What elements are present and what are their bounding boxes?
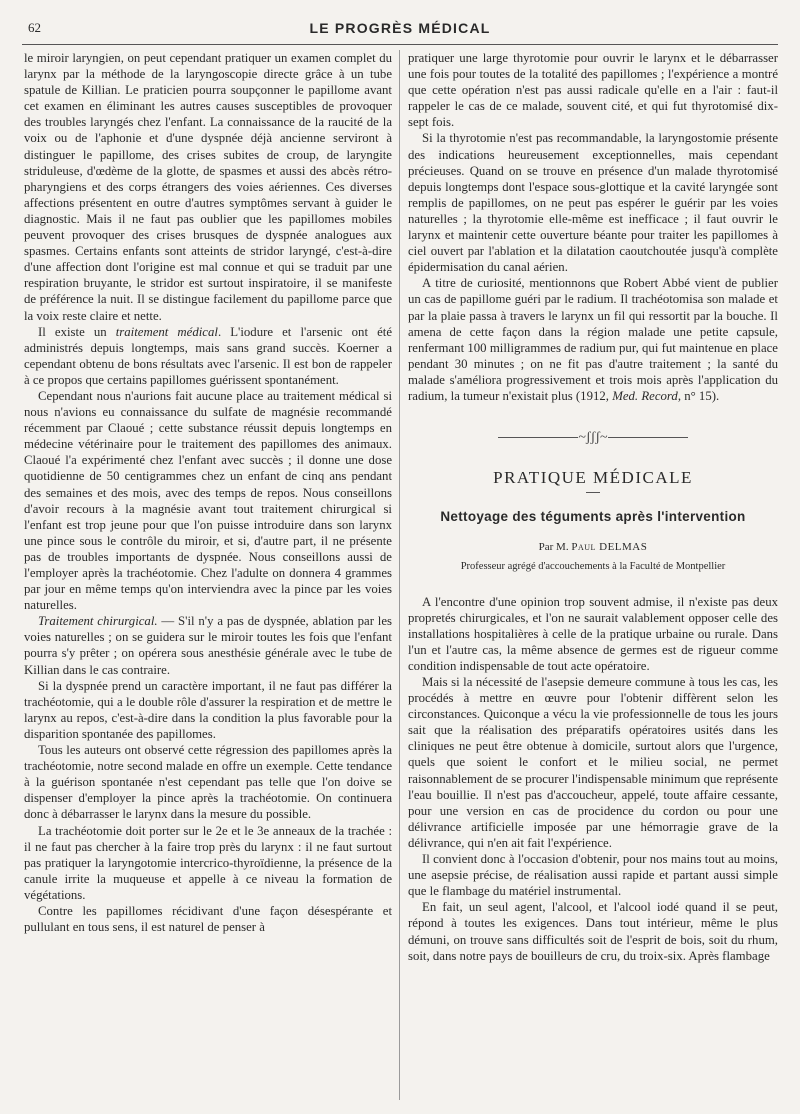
text-run: , n° 15). [677,388,720,403]
article-title: Nettoyage des téguments après l'intervention [440,509,746,525]
paragraph [24,613,392,677]
paragraph: Si la thyrotomie n'est pas recommandable, la laryngostomie présente des indications heureusement exceptionnelles, mais cependant précieuses. Quand on se trouve en présence d'un malade thyrotomisé depuis longtemps dont l'espace sous-glottique et la cavité laryngée sont remplis de papillomes, on ne peut pas espérer le guérir par les voies naturelles ; la thyrotomie elle-même est inefficace ; il faut ouvrir le larynx et maintenir cette ouverture béante pour traiter les papillomes à ciel ouvert par l'ablation et la dilatation caoutchoutée jusqu'à complète épidermisation du canal aérien. [408,131,778,275]
page-header [28,18,772,40]
paragraph: La trachéotomie doit porter sur le 2e et le 3e anneaux de la trachée : il ne faut pas chercher à la faire trop près du larynx : il ne faut surtout pas pratiquer la laryngotomie intercrico-thyroïdienne, la présence de la canule irrite la muqueuse et appelle à ce niveau la formation de végétations. [24,823,392,902]
paragraph: pratiquer une large thyrotomie pour ouvrir le larynx et le débarrasser une fois pour toutes de la totalité des papillomes ; l'expérience a montré que cette opération n'est pas aussi radicale qu'elle en a l'air : faut-il rappeler le cas de ce malade, souvent cité, et qui fut thyrotomisé dix-sept fois. [408,51,778,130]
text-run: Il existe un [38,324,116,339]
column-divider [399,50,400,1100]
paragraph: Cependant nous n'aurions fait aucune place au traitement médical si nous n'avions eu connaissance du sulfate de magnésie recommandé récemment par Claoué ; cette substance réussit depuis longtemps en médecine vétérinaire pour le traitement des papillomes des animaux. Claoué l'a expérimenté chez l'enfant avec succès ; il donne une dose quotidienne de 50 centigrammes chez un enfant de cinq ans pendant des semaines et des mois, avec des temps de repos. Nous conseillons d'avoir recours à la magnésie avant tout traitement chirurgical si l'enfant est trop jeune pour que l'on puisse introduire dans son larynx une pince sous le contrôle du miroir, et si, d'autre part, il ne présente pas de troubles importants de dyspnée. Nous conseillons aussi de l'employer après la trachéotomie. Chez l'adulte on donnera 4 grammes par jour en même temps qu'on interviendra avec la pince par les voies naturelles. [24,388,392,613]
ornament-glyph: ~ʃʃʃ~ [578,430,608,446]
section-ornament [408,430,778,446]
paragraph: En fait, un seul agent, l'alcool, et l'alcool iodé quand il se peut, répond à toutes les exigences. Dans tout intérieur, même le plus démuni, on trouve sans difficultés soit de l'esprit de bois, soit du rhum, soit, dans notre pays de bouilleurs de cru, du troix-six. Après flambage [408,900,778,963]
paragraph: Contre les papillomes récidivant d'une façon désespérante et pullulant en tous sens, il est naturel de penser à [24,903,392,935]
text-run: . L'iodure et l'arsenic ont été administrés depuis longtemps, mais sans grand succès. Koerner a cependant obtenu de bons résultats avec l'arsenic. Il est bon de rappeler à ce propos que certains papillomes guérissent spontanément. [24,324,392,387]
italic-run: Traitement chirurgical. [38,614,158,629]
author-name: Paul DELMAS [571,541,648,554]
journal-title: LE PROGRÈS MÉDICAL [309,20,491,36]
byline-prefix: Par M. [538,541,572,554]
paragraph: Si la dyspnée prend un caractère important, il ne faut pas différer la trachéotomie, qui a le double rôle d'assurer la respiration et de mettre le larynx au repos, c'est-à-dire dans la condition la plus favorable pour la disparition spontanée des papillomes. [24,678,392,741]
paragraph: Tous les auteurs ont observé cette régression des papillomes après la trachéotomie, notre second malade en offre un exemple. Cette tendance à la guérison spontanée n'est cependant pas telle que l'on doive se dispenser d'employer la pince après la trachéotomie. On continuera donc à débarrasser le larynx dans la mesure du possible. [24,743,392,822]
paragraph: A l'encontre d'une opinion trop souvent admise, il n'existe pas deux propretés chirurgicales, et l'on ne saurait valablement opposer celle des installations hospitalières à celle de la pratique urbaine ou rurale. Dans l'un et l'autre cas, la même absence de germes est de rigueur comme condition indispensable de tout acte opératoire. [408,594,778,673]
paragraph [408,275,778,404]
author-affiliation: Professeur agrégé d'accouchements à la Faculté de Montpellier [460,561,726,573]
paragraph [24,324,392,388]
left-column [24,50,392,935]
italic-run: Med. Record [612,388,678,403]
paragraph: Mais si la nécessité de l'asepsie demeure commune à tous les cas, les procédés à mettre en œuvre pour l'obtenir diffèrent selon les circonstances. Quiconque a vécu la vie professionnelle de tous les jours sait que la réalisation des préparatifs opératoires usités dans les cliniques ne peut être obtenue à domicile, surtout alors que l'urgence, quels que soient le confort et le milieu social, ne permet raisonnablement de se procurer l'indispensable minimum que représente l'eau bouillie. Il n'est pas d'accoucheur, appelé, toute affaire cessante, pour une version en cas de procidence du cordon ou pour une délivrance artificielle imposée par une hémorragie grave de la délivrance, qui n'en ait fait l'expérience. [408,675,778,850]
text-run: — S'il n'y a pas de dyspnée, ablation par les voies naturelles ; on se guidera sur le miroir toutes les fois que l'enfant pourra s'y prêter ; on opérera sous anesthésie générale avec le tube de Killian dans le cas contraire. [24,614,392,677]
page-number: 62 [28,20,41,35]
paragraph: le miroir laryngien, on peut cependant pratiquer un examen complet du larynx par la méthode de la laryngoscopie directe grâce à un tube spatule de Killian. Le praticien pourra soupçonner le papillome avant cet examen en éliminant les autres causes susceptibles de provoquer des troubles laryngés chez l'enfant. La connaissance de la raucité de la voix ou de l'aphonie et d'une dyspnée déjà ancienne serviront à distinguer le papillome, des crises subites de croup, de laryngite striduleuse, d'œdème de la glotte, de spasmes et aussi des abcès rétro-pharyngiens et des corps étrangers des voies aériennes. Ces diverses affections présentent en outre d'autres symptômes servant à guider le diagnostic. Mais il ne faut pas oublier que les papillomes mobiles peuvent provoquer des crises brusques de dyspnée analogues aux spasmes. Certains enfants sont atteints de stridor laryngé, c'est-à-dire d'une affection dont l'origine est mal connue et qui se traduit par une respiration bruyante, le stridor est surtout inspiratoire, il se manifeste de préférence la nuit. Il se distingue facilement du papillome parce que la voix reste claire et nette. [24,51,392,323]
short-rule [586,492,600,493]
ornament-line [608,437,688,438]
text-run: A titre de curiosité, mentionnons que Robert Abbé vient de publier un cas de papillome guéri par le radium. Il trachéotomisa son malade et par la plaie passa à travers le larynx un fil qui ressortit par la bouche. Il amena de cette façon dans la région malade une petite capsule, renfermant 100 milligrammes de radium pur, qui fut maintenue en place pendant 30 minutes ; on ne fit pas d'autre traitement ; la santé du malade s'améliora progressivement et trois mois après l'application du radium, la tumeur n'existait plus (1912, [408,276,778,403]
right-column [408,50,778,964]
italic-run: traitement médical [115,324,218,339]
ornament-line [498,437,578,438]
section-title: PRATIQUE MÉDICALE [493,468,693,488]
header-rule [22,44,778,45]
byline [408,539,778,555]
paragraph: Il convient donc à l'occasion d'obtenir, pour nos mains tout au moins, une asepsie précise, de réalisation aussi rapide et partant aussi simple que le flambage du matériel instrumental. [408,852,778,899]
